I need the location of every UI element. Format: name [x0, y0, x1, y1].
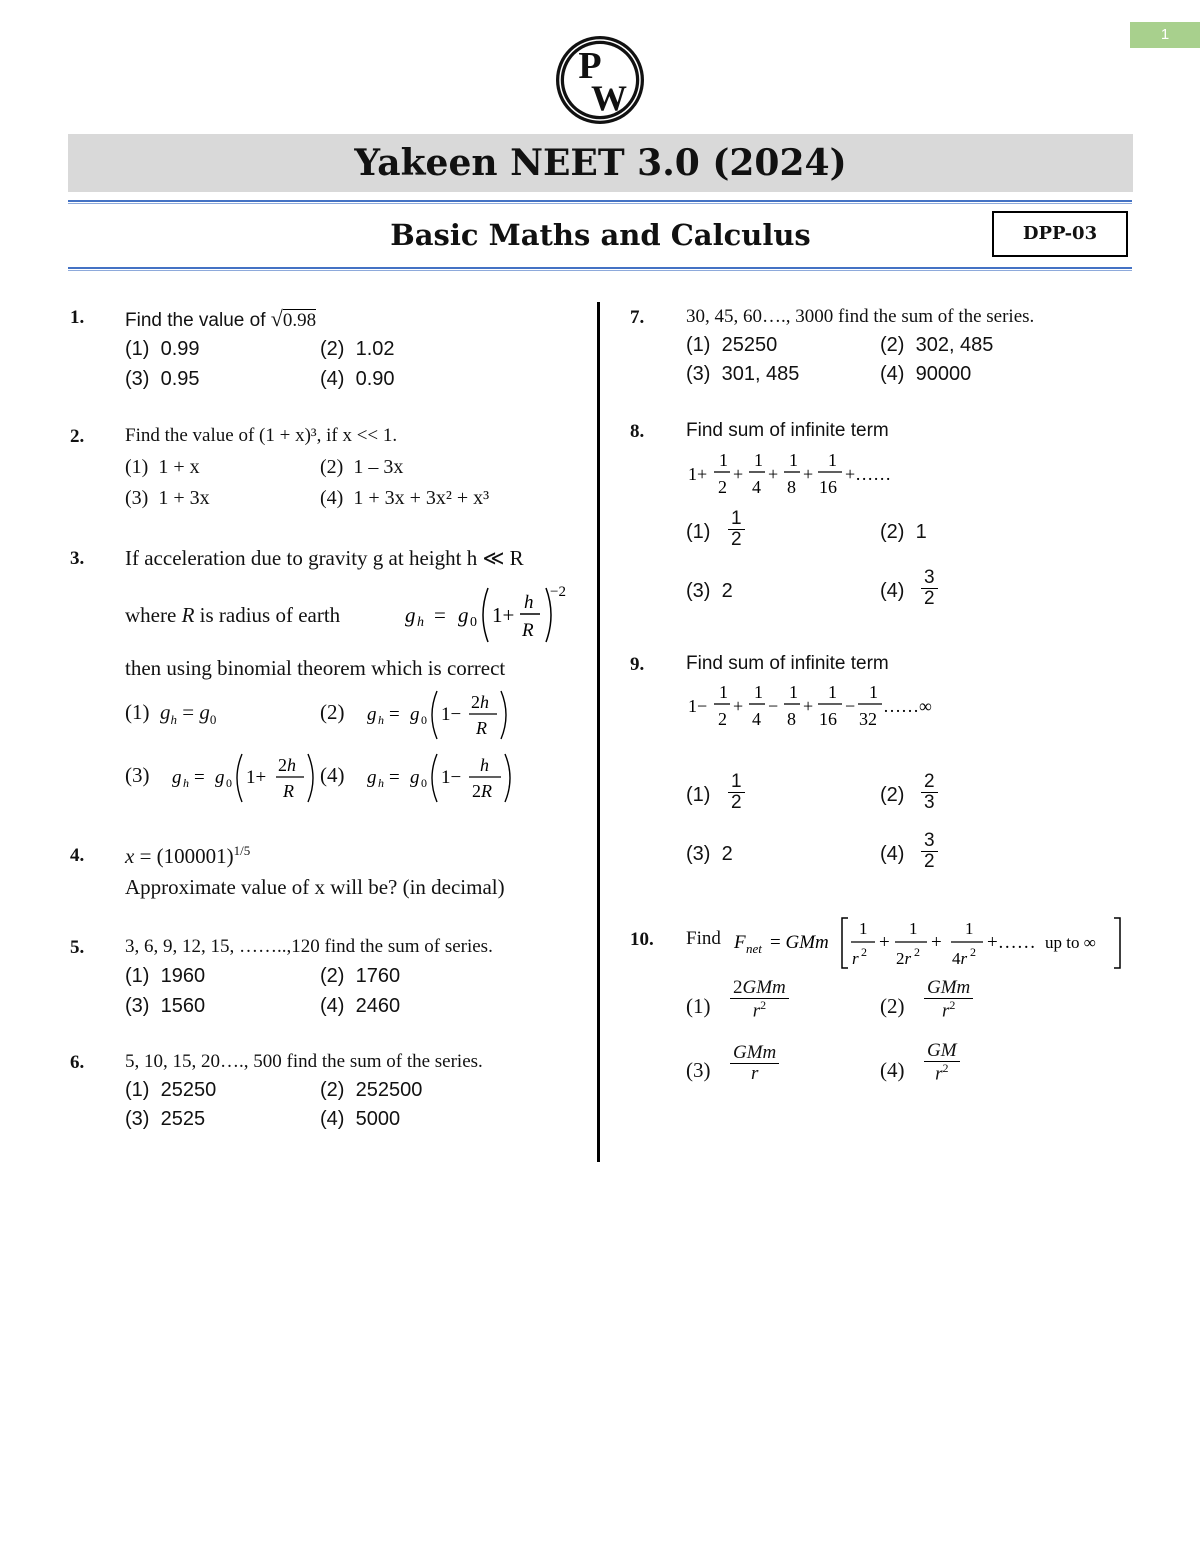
question-stem: Find the value of (1 + x)³, if x << 1.	[125, 425, 398, 446]
svg-text:W: W	[591, 78, 627, 118]
svg-text:1+: 1+	[688, 464, 708, 484]
option-2-value: $\frac{\text{GMm}}{r^2}$	[924, 978, 973, 1021]
svg-text:1: 1	[789, 450, 798, 470]
svg-text:8: 8	[787, 477, 796, 497]
force-formula	[732, 912, 1127, 979]
option-3-formula	[170, 748, 320, 811]
svg-text:……∞: ……∞	[883, 696, 932, 716]
svg-text:=: =	[389, 704, 400, 725]
header-rule-top-thin	[68, 203, 1132, 204]
svg-text:16: 16	[819, 477, 837, 497]
svg-text:R: R	[283, 781, 294, 801]
question-stem: 5, 10, 15, 20…., 500 find the sum of the series.	[125, 1051, 483, 1072]
svg-text:g: g	[172, 767, 182, 788]
option-1: (1) 25250	[125, 1079, 217, 1101]
option-4: (4) 90000	[880, 363, 972, 385]
option-3: (3) 1 + 3x	[125, 487, 210, 509]
question-stem: Find sum of infinite term	[686, 653, 889, 674]
svg-text:1: 1	[869, 682, 878, 702]
question-number: 3.	[70, 548, 85, 569]
option-3-label: (3)	[686, 1058, 711, 1082]
option-1-label: (1)	[686, 994, 711, 1018]
option-1-value: $\frac{1}{2}$	[728, 772, 745, 813]
question-line: then using binomial theorem which is correct	[125, 656, 506, 680]
svg-text:1−: 1−	[441, 767, 462, 788]
svg-text:4: 4	[752, 709, 761, 729]
svg-text:4: 4	[752, 477, 761, 497]
svg-text:+: +	[879, 932, 890, 953]
svg-text:−2: −2	[550, 584, 566, 600]
svg-text:1: 1	[754, 682, 763, 702]
option-3: (3) 301, 485	[686, 363, 800, 385]
option-4: (4) 0.90	[320, 368, 395, 390]
svg-text:R: R	[476, 718, 487, 738]
pw-logo	[554, 30, 646, 130]
svg-text:2: 2	[718, 709, 727, 729]
option-2: (2) 1.02	[320, 338, 395, 360]
question-number: 2.	[70, 426, 85, 447]
svg-text:2: 2	[970, 945, 976, 959]
svg-text:1: 1	[789, 682, 798, 702]
option-1: (1) 1960	[125, 965, 206, 987]
svg-text:+: +	[803, 464, 814, 484]
page-number: 1	[1130, 22, 1200, 48]
svg-text:=: =	[434, 603, 446, 627]
svg-text:32: 32	[859, 709, 877, 729]
svg-text:F: F	[734, 932, 746, 953]
svg-text:up to ∞: up to ∞	[1045, 933, 1096, 952]
option-2: (2) 302, 485	[880, 334, 994, 356]
question-number: 9.	[630, 654, 645, 675]
question-number: 4.	[70, 845, 85, 866]
question-number: 7.	[630, 307, 645, 328]
option-2-label: (2)	[880, 994, 905, 1018]
option-1-value: $\frac{1}{2}$	[728, 509, 745, 550]
svg-text:=: =	[389, 767, 400, 788]
svg-text:0: 0	[226, 776, 232, 790]
option-1: (1) 0.99	[125, 338, 200, 360]
question-stem: Find	[686, 928, 721, 949]
question-stem: 30, 45, 60…., 3000 find the sum of the series.	[686, 306, 1035, 327]
option-2-label: (2)	[880, 784, 905, 806]
option-4-label: (4)	[880, 580, 905, 602]
svg-text:2h: 2h	[278, 755, 296, 775]
svg-text:2: 2	[861, 945, 867, 959]
question-stem: Find the value of √0.98	[125, 306, 317, 331]
svg-text:1−: 1−	[688, 696, 708, 716]
option-1: (1) 1 + x	[125, 456, 200, 478]
question-number: 6.	[70, 1052, 85, 1073]
option-3: (3) 2	[686, 843, 733, 865]
option-3: (3) 1560	[125, 995, 206, 1017]
svg-text:h: h	[378, 713, 384, 727]
option-2: (2) 1 – 3x	[320, 456, 404, 478]
svg-text:0: 0	[470, 615, 477, 630]
option-3: (3) 0.95	[125, 368, 200, 390]
dpp-box: DPP-03	[992, 211, 1128, 257]
svg-text:=: =	[194, 767, 205, 788]
svg-text:16: 16	[819, 709, 837, 729]
option-3: (3) 2525	[125, 1108, 206, 1130]
question-line: where R is radius of earth	[125, 603, 341, 627]
svg-text:1: 1	[719, 682, 728, 702]
svg-text:g: g	[410, 767, 420, 788]
header-rule-bottom-thin	[68, 270, 1132, 271]
svg-text:h: h	[480, 755, 489, 775]
svg-text:1: 1	[719, 450, 728, 470]
option-1-label: (1)	[686, 784, 711, 806]
option-4: (4) 5000	[320, 1108, 401, 1130]
option-4-value: $\frac{3}{2}$	[921, 831, 938, 872]
question-number: 5.	[70, 937, 85, 958]
option-2: (2) 252500	[320, 1079, 423, 1101]
question-number: 8.	[630, 421, 645, 442]
svg-text:h: h	[524, 592, 534, 613]
svg-text:g: g	[410, 704, 420, 725]
option-3-value: $\frac{\text{GMm}}{r}$	[730, 1043, 779, 1084]
svg-text:−: −	[768, 696, 779, 716]
svg-text:1: 1	[859, 919, 868, 938]
svg-text:1: 1	[828, 450, 837, 470]
svg-text:1: 1	[909, 919, 918, 938]
question-stem: Find sum of infinite term	[686, 420, 889, 441]
option-4-label: (4)	[880, 843, 905, 865]
svg-text:+……: +……	[987, 932, 1036, 953]
svg-text:2: 2	[914, 945, 920, 959]
svg-text:+: +	[733, 464, 744, 484]
svg-text:g: g	[367, 704, 377, 725]
option-1: (1) 25250	[686, 334, 778, 356]
question-number: 10.	[630, 929, 654, 950]
svg-text:0: 0	[421, 713, 427, 727]
svg-text:8: 8	[787, 709, 796, 729]
option-2-value: $\frac{2}{3}$	[921, 772, 938, 813]
question-stem: 3, 6, 9, 12, 15, ……..,120 find the sum of series.	[125, 936, 493, 957]
svg-text:+: +	[733, 696, 744, 716]
svg-text:net: net	[746, 941, 762, 956]
header-rule-top	[68, 200, 1132, 202]
svg-text:+: +	[803, 696, 814, 716]
svg-text:+: +	[931, 932, 942, 953]
page-title: Yakeen NEET 3.0 (2024)	[354, 142, 847, 184]
svg-text:r: r	[852, 949, 859, 968]
subject-title: Basic Maths and Calculus	[390, 218, 811, 252]
svg-text:h: h	[378, 776, 384, 790]
option-4-label: (4)	[880, 1058, 905, 1082]
option-3-label: (3)	[125, 763, 150, 787]
svg-text:1: 1	[754, 450, 763, 470]
svg-text:2r: 2r	[896, 949, 912, 968]
svg-text:= GMm: = GMm	[770, 932, 829, 953]
svg-text:0: 0	[421, 776, 427, 790]
option-2: (2) 1	[880, 521, 927, 543]
svg-text:1: 1	[965, 919, 974, 938]
svg-text:g: g	[458, 603, 469, 627]
option-3: (3) 2	[686, 580, 733, 602]
option-2-label: (2)	[320, 700, 345, 724]
option-4-value: $\frac{GM}{r^2}$	[924, 1041, 960, 1084]
option-4-formula	[365, 748, 515, 811]
option-4: (4) 2460	[320, 995, 401, 1017]
option-1: (1) $g_h = g_0$	[125, 700, 217, 728]
option-1-label: (1)	[686, 521, 711, 543]
series-expression	[686, 448, 906, 505]
svg-text:−: −	[845, 696, 856, 716]
svg-text:1−: 1−	[441, 704, 462, 725]
svg-text:g: g	[367, 767, 377, 788]
question-line: If acceleration due to gravity g at height h ≪ R	[125, 546, 524, 570]
option-2: (2) 1760	[320, 965, 401, 987]
question-number: 1.	[70, 307, 85, 328]
svg-text:2h: 2h	[471, 692, 489, 712]
option-4-value: $\frac{3}{2}$	[921, 568, 938, 609]
question-line: Approximate value of x will be? (in decimal)	[125, 875, 505, 899]
sqrt-expression: √0.98	[270, 306, 317, 331]
svg-text:2: 2	[718, 477, 727, 497]
gravity-formula	[400, 580, 580, 655]
svg-text:2R: 2R	[472, 781, 492, 801]
svg-text:h: h	[417, 615, 424, 630]
svg-text:4r: 4r	[952, 949, 968, 968]
svg-text:1: 1	[828, 682, 837, 702]
option-4: (4) 1 + 3x + 3x² + x³	[320, 487, 490, 509]
header-rule-bottom	[68, 267, 1132, 269]
svg-text:P: P	[578, 45, 602, 87]
svg-text:1+: 1+	[492, 603, 515, 627]
svg-text:R: R	[522, 620, 534, 641]
svg-text:h: h	[183, 776, 189, 790]
svg-text:+……: +……	[845, 464, 892, 484]
svg-text:g: g	[405, 603, 416, 627]
question-line: $x = (100001)^{1/5}$	[125, 843, 251, 868]
column-divider	[597, 302, 600, 1162]
option-4-label: (4)	[320, 763, 345, 787]
svg-text:1+: 1+	[246, 767, 267, 788]
svg-text:+: +	[768, 464, 779, 484]
option-1-value: $\frac{\text{2GMm}}{r^2}$	[730, 978, 789, 1021]
option-2-formula	[365, 685, 515, 748]
svg-text:g: g	[215, 767, 225, 788]
series-expression	[686, 680, 936, 737]
